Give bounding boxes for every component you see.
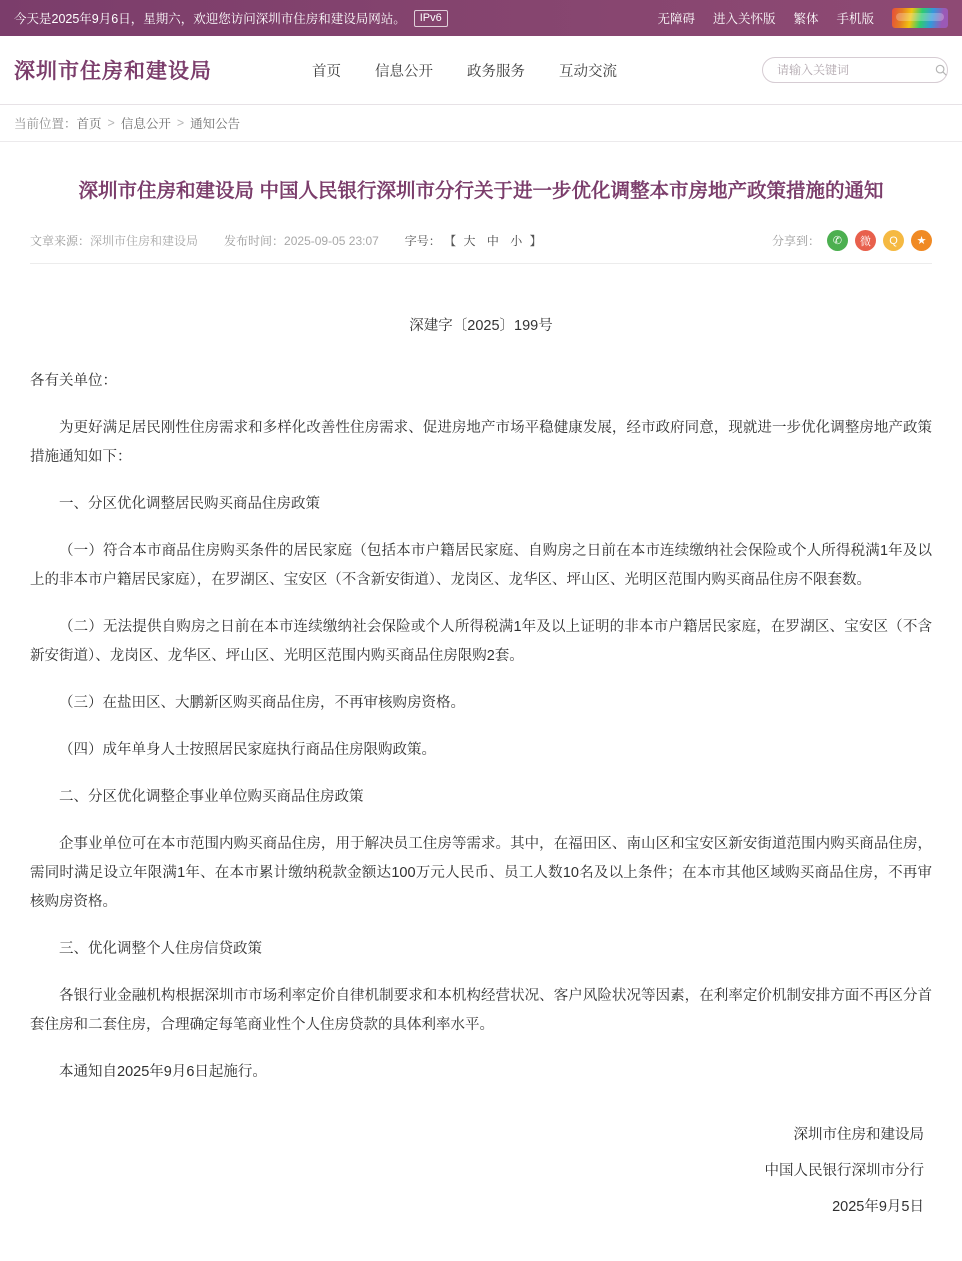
font-size-bracket-open: 【 [444, 234, 457, 248]
breadcrumb-item-home[interactable]: 首页 [76, 117, 102, 131]
paragraph: 各有关单位： [30, 373, 117, 389]
greeting-text: 今天是2025年9月6日，星期六，欢迎您访问深圳市住房和建设局网站。 [14, 12, 406, 26]
top-utility-bar [0, 0, 962, 36]
font-size-label: 字号： [404, 234, 441, 248]
accessibility-link[interactable]: 无障碍 [657, 12, 695, 26]
font-size-large-button[interactable]: 大 [463, 234, 476, 248]
search-icon[interactable] [934, 63, 948, 77]
rainbow-logo-icon [892, 8, 948, 28]
article-publish-time [224, 232, 379, 249]
paragraph: 企事业单位可在本市范围内购买商品住房，用于解决员工住房等需求。其中，在福田区、南山区和宝安区新安街道范围内购买商品住房，需同时满足设立年限满1年、在本市累计缴纳税款金额达100万元人民币、员工人数10名及以上条件；在本市其他区域购买商品住房，不再审核购房资格。 [30, 836, 932, 910]
article-source-label: 文章来源： [30, 234, 91, 248]
article [30, 142, 932, 1261]
breadcrumb-label: 当前位置： [14, 117, 77, 131]
breadcrumb-item-notices[interactable]: 通知公告 [190, 117, 241, 131]
main-navigation [312, 60, 617, 81]
signature-date: 2025年9月5日 [832, 1199, 924, 1215]
paragraph: 一、分区优化调整居民购买商品住房政策 [59, 496, 320, 512]
search-box[interactable] [762, 57, 948, 83]
article-container [0, 142, 962, 1261]
document-number: 深建字〔2025〕199号 [409, 318, 553, 334]
paragraph: 为更好满足居民刚性住房需求和多样化改善性住房需求、促进房地产市场平稳健康发展，经市政府同意，现就进一步优化调整房地产政策措施通知如下： [30, 420, 932, 465]
article-meta [30, 230, 932, 264]
paragraph: （四）成年单身人士按照居民家庭执行商品住房限购政策。 [59, 742, 436, 758]
article-publish-value: 2025-09-05 23:07 [284, 234, 379, 248]
breadcrumb-separator: > [176, 116, 185, 130]
font-size-controls [405, 232, 542, 249]
article-signature [30, 1117, 932, 1225]
weibo-icon[interactable]: 微 [855, 230, 876, 251]
signature-line: 深圳市住房和建设局 [793, 1127, 924, 1143]
mobile-version-link[interactable]: 手机版 [836, 12, 874, 26]
share-label: 分享到： [771, 234, 820, 248]
breadcrumb [0, 105, 962, 142]
paragraph: 本通知自2025年9月6日起施行。 [59, 1064, 267, 1080]
paragraph: 各银行业金融机构根据深圳市市场利率定价自律机制要求和本机构经营状况、客户风险状况等因素，在利率定价机制安排方面不再区分首套住房和二套住房，合理确定每笔商业性个人住房贷款的具体利率水平。 [30, 988, 932, 1033]
article-publish-label: 发布时间： [224, 234, 285, 248]
wechat-icon[interactable]: ✆ [827, 230, 848, 251]
paragraph: （三）在盐田区、大鹏新区购买商品住房，不再审核购房资格。 [59, 695, 465, 711]
article-body [30, 367, 932, 1087]
bottom-spacer [30, 1225, 932, 1251]
paragraph: 二、分区优化调整企事业单位购买商品住房政策 [59, 789, 364, 805]
favorite-icon[interactable]: ★ [911, 230, 932, 251]
article-source-value: 深圳市住房和建设局 [90, 234, 199, 248]
signature-line: 中国人民银行深圳市分行 [764, 1163, 924, 1179]
breadcrumb-separator: > [107, 116, 115, 130]
nav-item-government-services[interactable]: 政务服务 [467, 63, 525, 80]
qzone-icon[interactable]: Q [883, 230, 904, 251]
nav-item-home[interactable]: 首页 [312, 63, 341, 80]
site-header [0, 36, 962, 105]
nav-item-information-disclosure[interactable]: 信息公开 [375, 63, 433, 80]
care-version-link[interactable]: 进入关怀版 [712, 12, 776, 26]
topbar-links [657, 8, 948, 28]
breadcrumb-item-information-disclosure[interactable]: 信息公开 [120, 117, 171, 131]
article-title: 深圳市住房和建设局 中国人民银行深圳市分行关于进一步优化调整本市房地产政策措施的通知 [78, 180, 884, 202]
article-source [30, 232, 198, 249]
search-input[interactable] [775, 62, 934, 78]
nav-item-interaction[interactable]: 互动交流 [559, 63, 617, 80]
paragraph: （一）符合本市商品住房购买条件的居民家庭（包括本市户籍居民家庭、自购房之日前在本市连续缴纳社会保险或个人所得税满1年及以上的非本市户籍居民家庭），在罗湖区、宝安区（不含新安街道）、龙岗区、龙华区、坪山区、光明区范围内购买商品住房不限套数。 [30, 543, 932, 588]
topbar-greeting-group [14, 9, 448, 27]
traditional-chinese-link[interactable]: 繁体 [793, 12, 819, 26]
font-size-bracket-close: 】 [529, 234, 542, 248]
ipv6-badge: IPv6 [414, 10, 448, 27]
paragraph: 三、优化调整个人住房信贷政策 [59, 941, 262, 957]
paragraph: （二）无法提供自购房之日前在本市连续缴纳社会保险或个人所得税满1年及以上证明的非本市户籍居民家庭，在罗湖区、宝安区（不含新安街道）、龙岗区、龙华区、坪山区、光明区范围内购买商品住房限购2套。 [30, 619, 932, 664]
font-size-small-button[interactable]: 小 [510, 234, 523, 248]
site-title: 深圳市住房和建设局 [14, 60, 212, 83]
share-group [772, 230, 932, 251]
font-size-medium-button[interactable]: 中 [486, 234, 499, 248]
